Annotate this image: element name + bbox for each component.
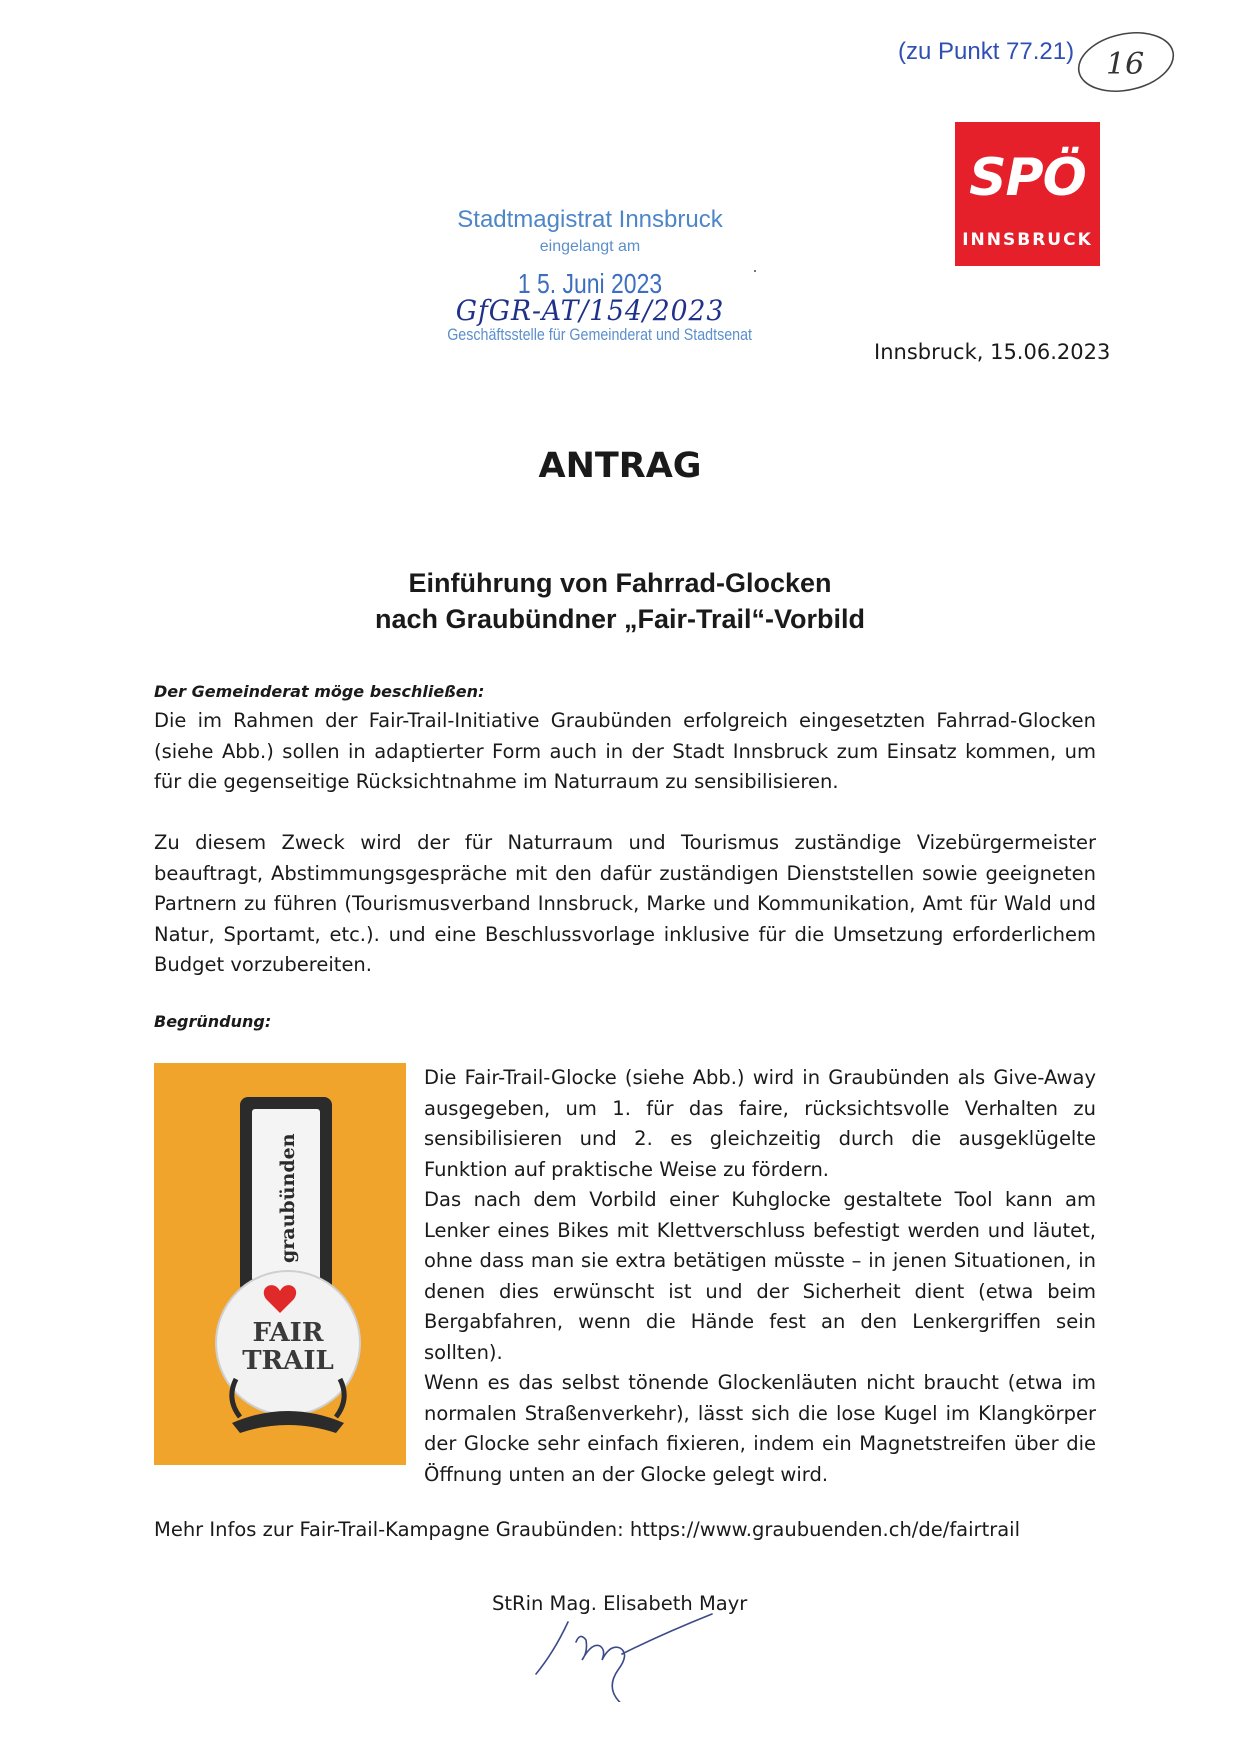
party-logo <box>955 122 1100 266</box>
stamp-received-label: eingelangt am <box>539 238 641 255</box>
place-date: Innsbruck, 15.06.2023 <box>874 340 1111 364</box>
stamp-handwritten-reference: GfGR-AT/154/2023 <box>455 294 725 327</box>
subtitle-line-2: nach Graubündner „Fair-Trail“-Vorbild <box>374 604 866 634</box>
agenda-reference: (zu Punkt 77.21) <box>898 38 1075 65</box>
handwritten-signature <box>530 1602 730 1702</box>
handwritten-page-number <box>1068 26 1178 96</box>
reasoning-label: Begründung: <box>154 1012 272 1031</box>
signatory-name: StRin Mag. Elisabeth Mayr <box>492 1592 748 1615</box>
strap-text: graubünden <box>277 1133 299 1263</box>
document-subtitle <box>0 565 1240 637</box>
motion-label: Der Gemeinderat möge beschließen: <box>154 682 485 701</box>
page-number-text: 16 <box>1106 47 1145 82</box>
subtitle-line-1: Einführung von Fahrrad-Glocken <box>408 568 832 598</box>
logo-subtitle: INNSBRUCK <box>962 230 1093 250</box>
stamp-department: Geschäftsstelle für Gemeinderat und Stadtsenat <box>447 325 753 344</box>
bell-text-2: TRAIL <box>242 1346 334 1376</box>
stamp-date: 1 5. Juni 2023 <box>517 268 663 299</box>
bell-photo <box>154 1063 406 1465</box>
stamp-office: Stadtmagistrat Innsbruck <box>457 206 723 233</box>
info-line: Mehr Infos zur Fair-Trail-Kampagne Graubünden: https://www.graubuenden.ch/de/fairtrail <box>154 1518 1021 1541</box>
motion-paragraph-1: Die im Rahmen der Fair-Trail-Initiative Graubünden erfolgreich eingesetzten Fahrrad-Glocken (siehe Abb.) sollen in adaptierter Form auch in der Stadt Innsbruck zum Einsatz kommen, um für die gegenseitige Rücksichtnahme im Naturraum zu sensibilisieren. <box>154 709 1096 793</box>
motion-paragraph-2: Zu diesem Zweck wird der für Naturraum und Tourismus zuständige Vizebürgermeister beauftragt, Abstimmungsgespräche mit den dafür zuständigen Dienststellen sowie geeigneten Partnern zu führen (Tourismusverband Innsbruck, Marke und Kommunikation, Amt für Wald und Natur, Sportamt, etc.). und eine Beschlussvorlage inklusive für die Umsetzung erforderlichem Budget vorzubereiten. <box>154 831 1096 976</box>
scan-speck <box>754 270 756 272</box>
reasoning-paragraph-1: Die Fair-Trail-Glocke (siehe Abb.) wird in Graubünden als Give-Away ausgegeben, um 1. für das faire, rücksichtsvolle Verhalten zu sensibilisieren und 2. es gleichzeitig durch die ausgeklügelte Funktion auf praktische Weise zu fördern. <box>424 1066 1096 1181</box>
document-title: ANTRAG <box>538 446 702 486</box>
bell-text-1: FAIR <box>252 1318 324 1348</box>
reasoning-paragraph-2: Das nach dem Vorbild einer Kuhglocke gestaltete Tool kann am Lenker eines Bikes mit Klettverschluss befestigt werden und läutet, ohne dass man sie extra betätigen müsste – in jenen Situationen, in denen dies erwünscht ist und der Sicherheit dient (etwa beim Bergabfahren, wenn die Hände fest an den Lenkergriffen sein sollten). <box>424 1188 1096 1364</box>
logo-wordmark: SPÖ <box>969 148 1086 208</box>
receipt-stamp <box>420 206 760 345</box>
reasoning-text <box>424 1063 1096 1490</box>
reasoning-paragraph-3: Wenn es das selbst tönende Glockenläuten nicht braucht (etwa im normalen Straßenverkehr), lässt sich die lose Kugel im Klangkörper der Glocke sehr einfach fixieren, indem ein Magnetstreifen über die Öffnung unten an der Glocke gelegt wird. <box>424 1371 1096 1486</box>
